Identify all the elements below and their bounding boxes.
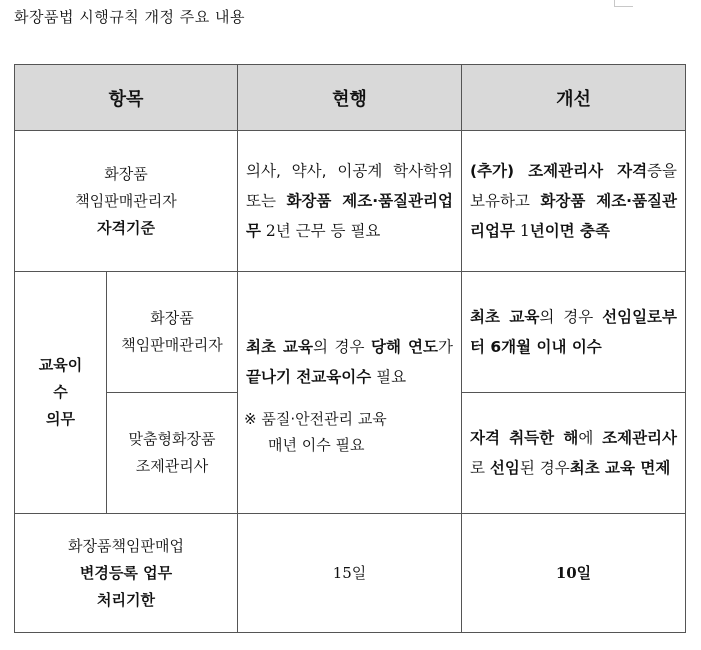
row2-current-bold2: 당해 연도	[371, 337, 438, 356]
row1-item-line2: 책임판매관리자	[75, 191, 177, 210]
row1-current-num: 2년	[260, 222, 291, 240]
row1-current-bold: 화장품 제조·품질관리업무	[246, 192, 454, 240]
row2-current-bold3: 끝나기 전교육이수	[246, 367, 372, 386]
row2-sub1-line1: 화장품	[150, 309, 194, 327]
row2-sub2-line1: 맞춤형화장품	[128, 430, 216, 448]
row2-improved2-plain2: 로	[470, 459, 490, 477]
row2-improved1-cell	[462, 272, 686, 393]
row1-item-line1: 화장품	[104, 164, 148, 183]
row1-current-suffix: 근무 등 필요	[290, 222, 381, 240]
header-current: 현행	[238, 65, 462, 131]
row1-item-cell	[15, 131, 238, 272]
row2-improved2-plain3: 된 경우	[519, 459, 570, 477]
row1-improved-bold3: 년이면 충족	[529, 222, 610, 240]
row2-sub1-cell	[107, 272, 238, 393]
comparison-table	[14, 64, 686, 633]
row2-sub2-line2: 조제관리사	[135, 457, 209, 475]
row3-item-line1: 화장품책임판매업	[68, 536, 184, 555]
row2-current-note	[238, 406, 461, 458]
row1-improved-plain: 증을 보유하고	[470, 162, 677, 210]
row2-group-label-line1: 교육이	[38, 356, 83, 374]
row1-improved-bold1: (추가) 조제관리사 자격	[470, 162, 648, 180]
row1-improved-text	[462, 152, 685, 250]
row2-group-label-cell	[15, 272, 107, 514]
row-education-sub1	[15, 272, 686, 393]
row3-improved-cell: 10일	[462, 514, 686, 633]
row1-current-cell	[238, 131, 462, 272]
row2-improved1-text	[462, 298, 685, 366]
header-item: 항목	[15, 65, 238, 131]
row2-improved1-plain1: 의 경우	[539, 308, 603, 326]
row2-sub1-line2: 책임판매관리자	[121, 336, 223, 354]
document-title: 화장품법 시행규칙 개정 주요 내용	[14, 8, 245, 26]
row2-current-bold1: 최초 교육	[246, 337, 313, 356]
row2-current-plain2: 가	[438, 337, 453, 356]
row1-improved-num: 1	[514, 222, 530, 240]
row2-improved1-bold2: 선임일로부터 6개월 이내 이수	[470, 308, 677, 356]
row2-improved2-cell	[462, 393, 686, 514]
row3-item-line3: 처리기한	[97, 590, 155, 609]
row2-improved2-bold1: 자격 취득한 해	[470, 429, 579, 447]
page-corner-marker	[614, 0, 633, 7]
row3-current-cell: 15일	[238, 514, 462, 633]
row2-note-line2: 매년 이수 필요	[268, 435, 365, 454]
row3-item-cell	[15, 514, 238, 633]
row1-improved-cell	[462, 131, 686, 272]
row1-current-prefix: 의사, 약사, 이공계 학사학위 또는	[246, 162, 453, 210]
row2-improved2-plain1: 에	[578, 429, 603, 447]
header-row	[15, 65, 686, 131]
row2-current-cell	[238, 272, 462, 514]
header-improved: 개선	[462, 65, 686, 131]
row-processing-deadline	[15, 514, 686, 633]
row1-item-line3: 자격기준	[97, 218, 155, 237]
row1-improved-bold2: 화장품 제조·품질관리업무	[470, 192, 677, 240]
row2-improved2-bold4: 최초 교육 면제	[569, 459, 671, 477]
row2-improved2-text	[462, 419, 685, 487]
row2-improved2-bold3: 선임	[489, 459, 520, 477]
row1-current-text	[238, 152, 461, 250]
row2-improved1-bold1: 최초 교육	[470, 308, 540, 326]
row3-item-line2: 변경등록 업무	[79, 563, 173, 582]
row2-note-line1: ※ 품질·안전관리 교육	[244, 409, 387, 428]
row2-current-plain1: 의 경우	[312, 337, 372, 356]
row-qualification	[15, 131, 686, 272]
row2-current-plain3: 필요	[371, 367, 407, 386]
row2-group-label-line3: 의무	[46, 410, 75, 428]
row2-group-label-line2: 수	[53, 383, 68, 401]
row2-sub2-cell	[107, 393, 238, 514]
row2-current-text	[238, 328, 461, 396]
row2-improved2-bold2: 조제관리사	[602, 429, 677, 447]
